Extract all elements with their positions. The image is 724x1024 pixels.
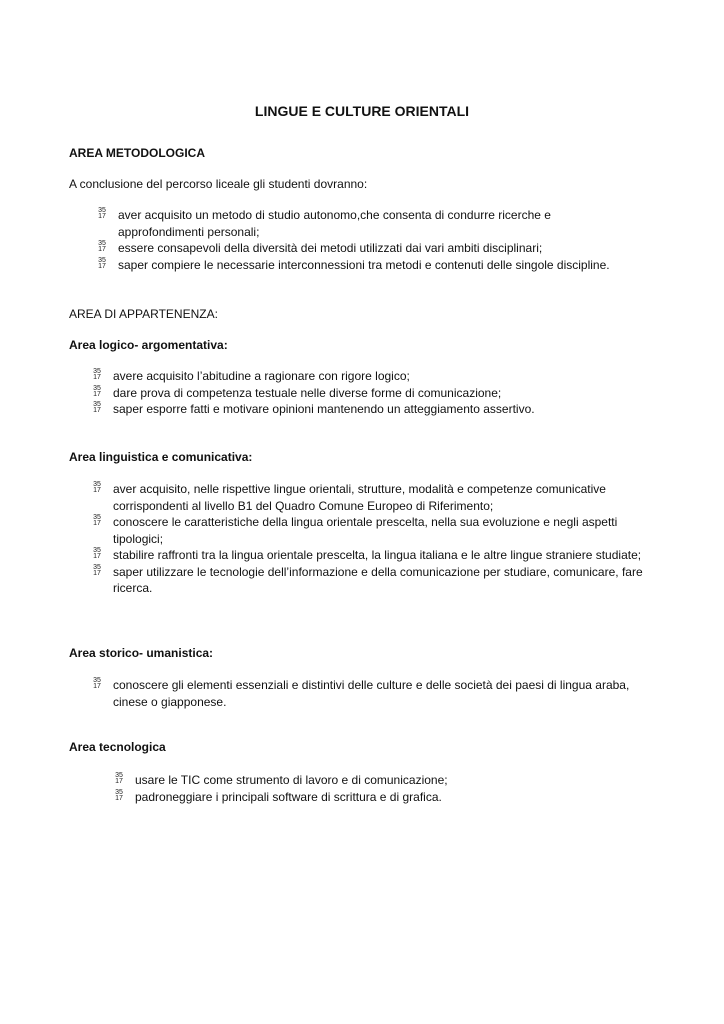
bullet-icon: 35 17: [93, 547, 101, 560]
area-linguistica-heading: Area linguistica e comunicativa:: [69, 450, 253, 464]
area-tecnologica-heading: Area tecnologica: [69, 740, 166, 754]
list-item-text: saper compiere le necessarie interconnessioni tra metodi e contenuti delle singole discipline.: [118, 257, 610, 272]
area-appartenenza-heading: AREA DI APPARTENENZA:: [69, 307, 218, 321]
list-item-text: avere acquisito l’abitudine a ragionare con rigore logico;: [113, 369, 410, 383]
list-item: [96, 257, 636, 274]
area-logico-heading: Area logico- argomentativa:: [69, 338, 228, 352]
list-item: [91, 401, 641, 418]
list-item: [91, 385, 641, 402]
list-item-text: usare le TIC come strumento di lavoro e di comunicazione;: [135, 773, 448, 787]
area-storico-heading: Area storico- umanistica:: [69, 646, 214, 660]
list-item-text: stabilire raffronti tra la lingua orientale prescelta, la lingua italiana e le altre lingue straniere studiate;: [113, 548, 642, 562]
area-tecnologica-list: [113, 772, 633, 805]
document-title: LINGUE E CULTURE ORIENTALI: [254, 103, 470, 119]
list-item: [91, 547, 643, 564]
bullet-icon: 35 17: [93, 401, 101, 414]
list-item-text: essere consapevoli della diversità dei metodi utilizzati dai vari ambiti disciplinari;: [118, 241, 543, 255]
bullet-icon: 35 17: [93, 514, 101, 527]
list-item: [96, 207, 636, 240]
bullet-icon: 35 17: [98, 240, 106, 253]
list-item-text: aver acquisito un metodo di studio autonomo,che consenta di condurre ricerche e approfondimenti personali;: [118, 208, 551, 239]
area-storico-list: [91, 677, 643, 710]
list-item-text: padroneggiare i principali software di scrittura e di grafica.: [135, 789, 442, 804]
list-item: [113, 789, 633, 806]
list-item-text: aver acquisito, nelle rispettive lingue orientali, strutture, modalità e competenze comunicative corrispondenti al livello B1 del Quadro Comune Europeo di Riferimento;: [113, 482, 606, 513]
list-item: [91, 677, 643, 710]
list-item: [91, 368, 641, 385]
area-logico-list: [91, 368, 641, 418]
area-metodologica-heading: AREA METODOLOGICA: [69, 146, 206, 160]
bullet-icon: 35 17: [98, 207, 106, 220]
bullet-icon: 35 17: [93, 481, 101, 494]
bullet-icon: 35 17: [93, 384, 101, 398]
list-item: [91, 564, 643, 597]
bullet-icon: 35 17: [115, 772, 123, 785]
bullet-icon: 35 17: [93, 563, 101, 577]
area-metodologica-intro: A conclusione del percorso liceale gli studenti dovranno:: [69, 177, 368, 191]
list-item-text: dare prova di competenza testuale nelle diverse forme di comunicazione;: [113, 385, 502, 400]
list-item: [91, 481, 643, 514]
list-item-text: conoscere gli elementi essenziali e distintivi delle culture e delle società dei paesi di lingua araba, cinese o giapponese.: [113, 678, 630, 709]
bullet-icon: 35 17: [93, 677, 101, 690]
list-item-text: saper utilizzare le tecnologie dell’informazione e della comunicazione per studiare, comunicare, fare ricerca.: [113, 564, 643, 595]
area-linguistica-list: [91, 481, 643, 597]
list-item-text: saper esporre fatti e motivare opinioni mantenendo un atteggiamento assertivo.: [113, 402, 535, 416]
list-item: [96, 240, 636, 257]
list-item-text: conoscere le caratteristiche della lingua orientale prescelta, nella sua evoluzione e negli aspetti tipologici;: [113, 515, 618, 546]
bullet-icon: 35 17: [93, 368, 101, 381]
bullet-icon: 35 17: [115, 788, 123, 802]
area-metodologica-list: [96, 207, 636, 273]
list-item: [113, 772, 633, 789]
list-item: [91, 514, 643, 547]
bullet-icon: 35 17: [98, 256, 106, 270]
